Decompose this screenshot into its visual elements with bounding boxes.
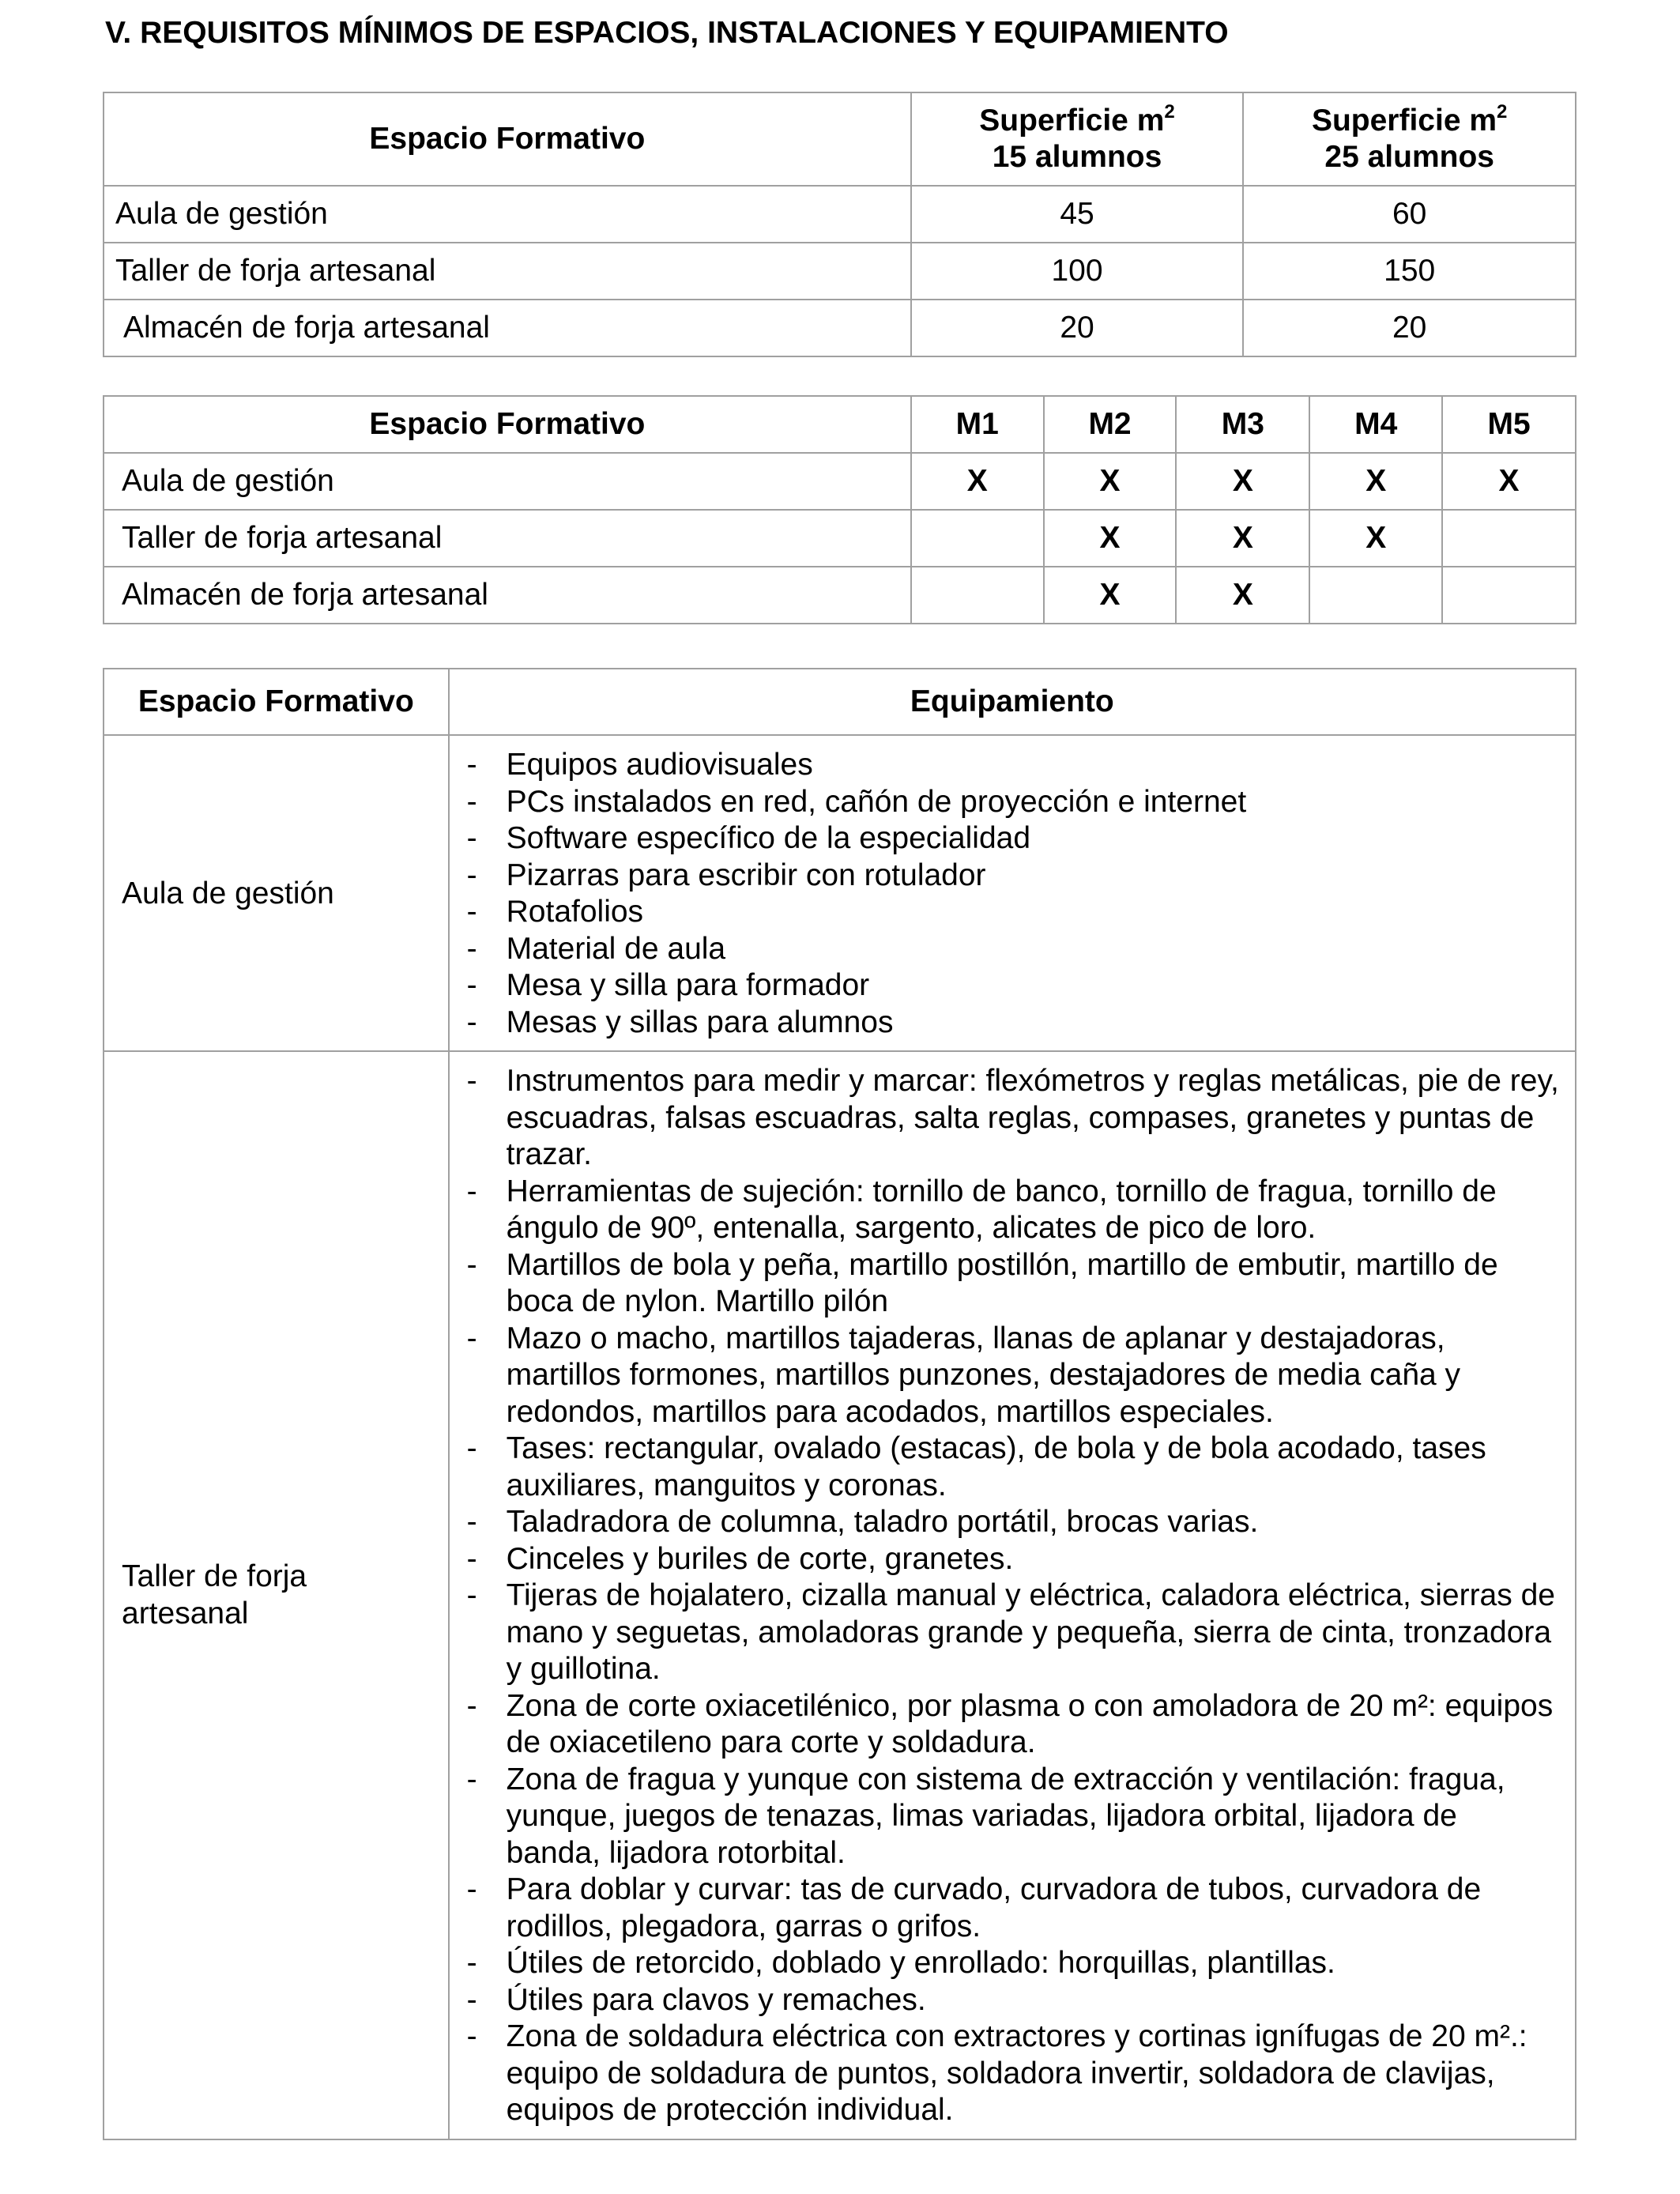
- list-item: - Martillos de bola y peña, martillo postillón, martillo de embutir, martillo de boca de nylon. Martillo pilón: [450, 1247, 1559, 1321]
- header-surface-15-students: 15 alumnos: [992, 140, 1162, 174]
- section-title: V. REQUISITOS MÍNIMOS DE ESPACIOS, INSTALACIONES Y EQUIPAMIENTO: [105, 16, 1229, 50]
- list-item: - Material de aula: [450, 931, 1559, 968]
- list-item: - Taladradora de columna, taladro portátil, brocas varias.: [450, 1504, 1559, 1541]
- m5-cell: [1442, 510, 1576, 567]
- modules-table-header: [104, 396, 1576, 453]
- space-cell: Almacén de forja artesanal: [104, 300, 911, 356]
- list-item: - Zona de corte oxiacetilénico, por plasma o con amoladora de 20 m²: equipos de oxiacetileno para corte y soldadura.: [450, 1688, 1559, 1762]
- space-cell: Aula de gestión: [104, 453, 911, 510]
- header-surface-25-students: 25 alumnos: [1324, 140, 1494, 174]
- m1-cell: [911, 567, 1044, 624]
- m4-cell: [1309, 567, 1442, 624]
- list-item: - PCs instalados en red, cañón de proyección e internet: [450, 784, 1559, 821]
- list-item: - Útiles de retorcido, doblado y enrollado: horquillas, plantillas.: [450, 1945, 1559, 1982]
- equipment-cell: [449, 735, 1576, 1051]
- surface-15-cell: 20: [911, 300, 1244, 356]
- table-row: [104, 735, 1576, 1051]
- header-m4: M4: [1309, 396, 1442, 453]
- modules-table: [103, 395, 1576, 624]
- list-item: - Mazo o macho, martillos tajaderas, llanas de aplanar y destajadoras, martillos formones, martillos punzones, destajadores de media caña y redondos, martillos para acodados, martillos especiales.: [450, 1321, 1559, 1431]
- header-m1: M1: [911, 396, 1044, 453]
- list-item: - Zona de fragua y yunque con sistema de extracción y ventilación: fragua, yunque, juegos de tenazas, limas variadas, lijadora orbital, lijadora de banda, lijadora rotorbital.: [450, 1762, 1559, 1872]
- equipment-list: [450, 747, 1559, 1041]
- table-row: [104, 510, 1576, 567]
- surface-15-cell: 45: [911, 186, 1244, 243]
- list-item: - Rotafolios: [450, 894, 1559, 931]
- m4-cell: X: [1309, 453, 1442, 510]
- header-surface-15-sup: 2: [1164, 101, 1175, 123]
- m5-cell: [1442, 567, 1576, 624]
- space-cell-line: artesanal: [122, 1596, 249, 1631]
- equipment-cell: [449, 1051, 1576, 2139]
- header-m3: M3: [1176, 396, 1309, 453]
- list-item: - Software específico de la especialidad: [450, 820, 1559, 858]
- header-m2: M2: [1044, 396, 1177, 453]
- list-item: - Mesa y silla para formador: [450, 967, 1559, 1005]
- surface-25-cell: 150: [1243, 243, 1576, 300]
- surface-table-header: [104, 92, 1576, 186]
- header-surface-15: [911, 92, 1244, 186]
- list-item: - Cinceles y buriles de corte, granetes.: [450, 1541, 1559, 1578]
- list-item: - Equipos audiovisuales: [450, 747, 1559, 784]
- table-row: [104, 1051, 1576, 2139]
- space-cell: Taller de forja artesanal: [104, 243, 911, 300]
- table-row: [104, 186, 1576, 243]
- header-surface-25: [1243, 92, 1576, 186]
- m4-cell: X: [1309, 510, 1442, 567]
- m2-cell: X: [1044, 567, 1177, 624]
- header-equipment: Equipamiento: [449, 669, 1576, 735]
- space-cell: Aula de gestión: [104, 735, 449, 1051]
- list-item: - Tijeras de hojalatero, cizalla manual y eléctrica, caladora eléctrica, sierras de mano y seguetas, amoladoras grande y pequeña, sierra de cinta, tronzadora y guillotina.: [450, 1578, 1559, 1688]
- surface-25-cell: 60: [1243, 186, 1576, 243]
- surface-table: [103, 92, 1576, 357]
- list-item: - Pizarras para escribir con rotulador: [450, 858, 1559, 895]
- table-row: [104, 567, 1576, 624]
- m3-cell: X: [1176, 510, 1309, 567]
- space-cell: Taller de forja artesanal: [104, 510, 911, 567]
- list-item: - Tases: rectangular, ovalado (estacas), de bola y de bola acodado, tases auxiliares, manguitos y coronas.: [450, 1431, 1559, 1504]
- surface-15-cell: 100: [911, 243, 1244, 300]
- list-item: - Mesas y sillas para alumnos: [450, 1005, 1559, 1042]
- header-surface-25-sup: 2: [1497, 101, 1508, 123]
- table-row: [104, 243, 1576, 300]
- list-item: - Zona de soldadura eléctrica con extractores y cortinas ignífugas de 20 m².: equipo de soldadura de puntos, soldadora invertir, soldadora de clavijas, equipos de protección individual.: [450, 2019, 1559, 2129]
- list-item: - Útiles para clavos y remaches.: [450, 1982, 1559, 2019]
- equipment-table-header: [104, 669, 1576, 735]
- header-m5: M5: [1442, 396, 1576, 453]
- m3-cell: X: [1176, 453, 1309, 510]
- header-space: Espacio Formativo: [104, 396, 911, 453]
- m1-cell: X: [911, 453, 1044, 510]
- header-surface-15-label: Superficie m: [979, 104, 1165, 138]
- header-surface-25-label: Superficie m: [1311, 104, 1497, 138]
- m2-cell: X: [1044, 510, 1177, 567]
- header-space: Espacio Formativo: [104, 92, 911, 186]
- surface-25-cell: 20: [1243, 300, 1576, 356]
- list-item: - Instrumentos para medir y marcar: flexómetros y reglas metálicas, pie de rey, escuadras, falsas escuadras, salta reglas, compases, granetes y puntas de trazar.: [450, 1063, 1559, 1174]
- equipment-table: [103, 668, 1576, 2140]
- m3-cell: X: [1176, 567, 1309, 624]
- table-row: [104, 453, 1576, 510]
- equipment-list: [450, 1063, 1559, 2129]
- list-item: - Para doblar y curvar: tas de curvado, curvadora de tubos, curvadora de rodillos, plegadora, garras o grifos.: [450, 1872, 1559, 1945]
- space-cell: Almacén de forja artesanal: [104, 567, 911, 624]
- m1-cell: [911, 510, 1044, 567]
- m2-cell: X: [1044, 453, 1177, 510]
- space-cell: [104, 1051, 449, 2139]
- space-cell: Aula de gestión: [104, 186, 911, 243]
- m5-cell: X: [1442, 453, 1576, 510]
- list-item: - Herramientas de sujeción: tornillo de banco, tornillo de fragua, tornillo de ángulo de 90º, entenalla, sargento, alicates de pico de loro.: [450, 1174, 1559, 1247]
- header-space: Espacio Formativo: [104, 669, 449, 735]
- table-row: [104, 300, 1576, 356]
- space-cell-line: Taller de forja: [122, 1559, 307, 1594]
